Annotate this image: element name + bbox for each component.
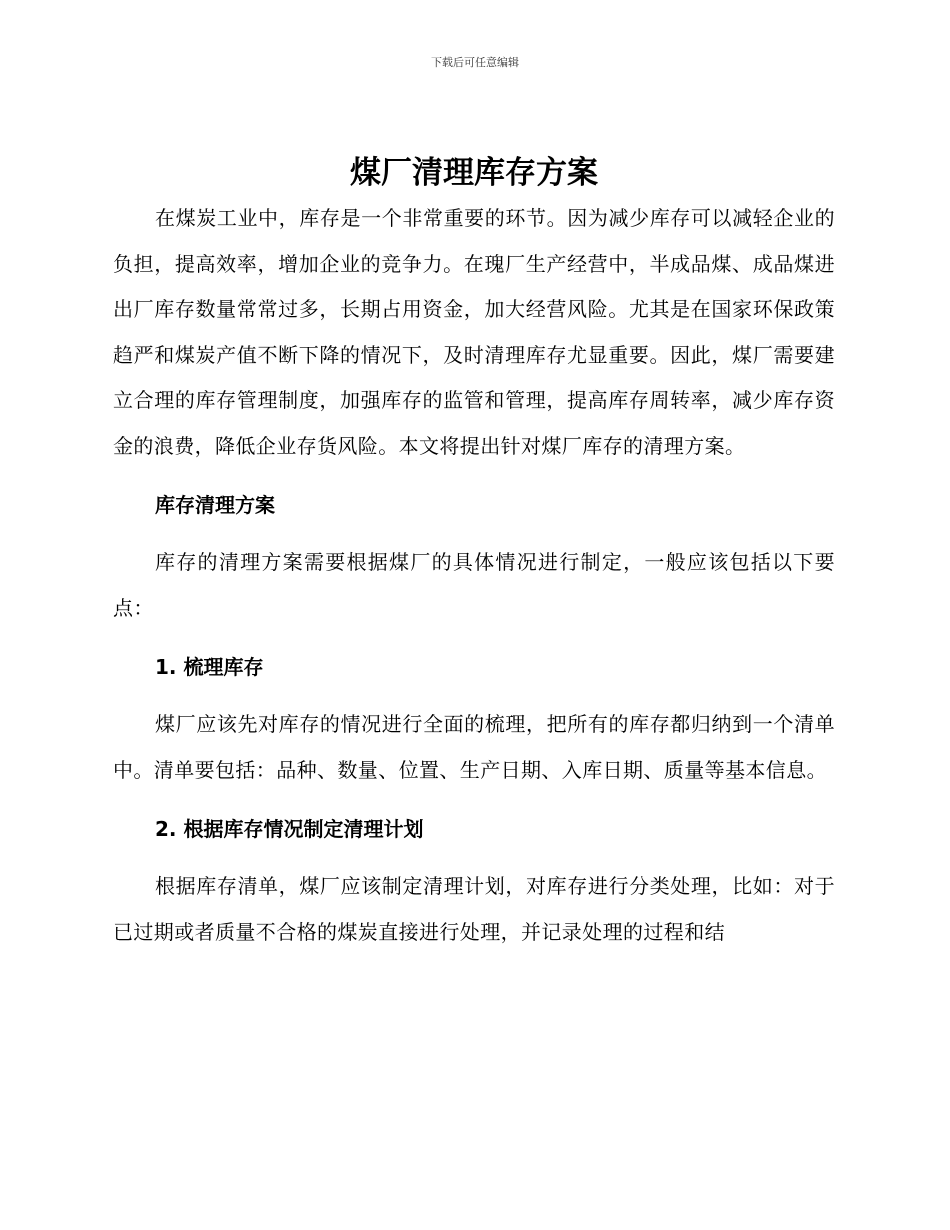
item-heading: 2. 根据库存情况制定清理计划 — [155, 817, 424, 841]
intro-paragraph: 在煤炭工业中，库存是一个非常重要的环节。因为减少库存可以减轻企业的负担，提高效率，增加企业的竞争力。在瑰厂生产经营中，半成品煤、成品煤进出厂库存数量常常过多，长期占用资金，加大经营风险。尤其是在国家环保政策趋严和煤炭产值不断下降的情况下，及时清理库存尤显重要。因此，煤厂需要建立合理的库存管理制度，加强库存的监管和管理，提高库存周转率，减少库存资金的浪费，降低企业存货风险。本文将提出针对煤厂库存的清理方案。 — [113, 206, 835, 458]
spacer — [113, 690, 835, 702]
spacer — [113, 852, 835, 864]
page-header-note: 下载后可任意编辑 — [431, 56, 519, 69]
spacer — [113, 528, 835, 540]
spacer — [113, 793, 835, 807]
section-intro-paragraph: 库存的清理方案需要根据煤厂的具体情况进行制定，一般应该包括以下要点： — [113, 550, 835, 620]
spacer — [113, 469, 835, 483]
section-heading: 库存清理方案 — [155, 493, 275, 517]
spacer — [113, 631, 835, 645]
document-title: 煤厂清理库存方案 — [350, 155, 598, 191]
item-heading: 1. 梳理库存 — [155, 655, 264, 679]
item-body-paragraph: 根据库存清单，煤厂应该制定清理计划，对库存进行分类处理，比如：对于已过期或者质量不合格的煤炭直接进行处理，并记录处理的过程和结 — [113, 874, 835, 944]
item-body-paragraph: 煤厂应该先对库存的情况进行全面的梳理，把所有的库存都归纳到一个清单中。清单要包括：品种、数量、位置、生产日期、入库日期、质量等基本信息。 — [113, 712, 835, 782]
document-body — [113, 150, 835, 955]
